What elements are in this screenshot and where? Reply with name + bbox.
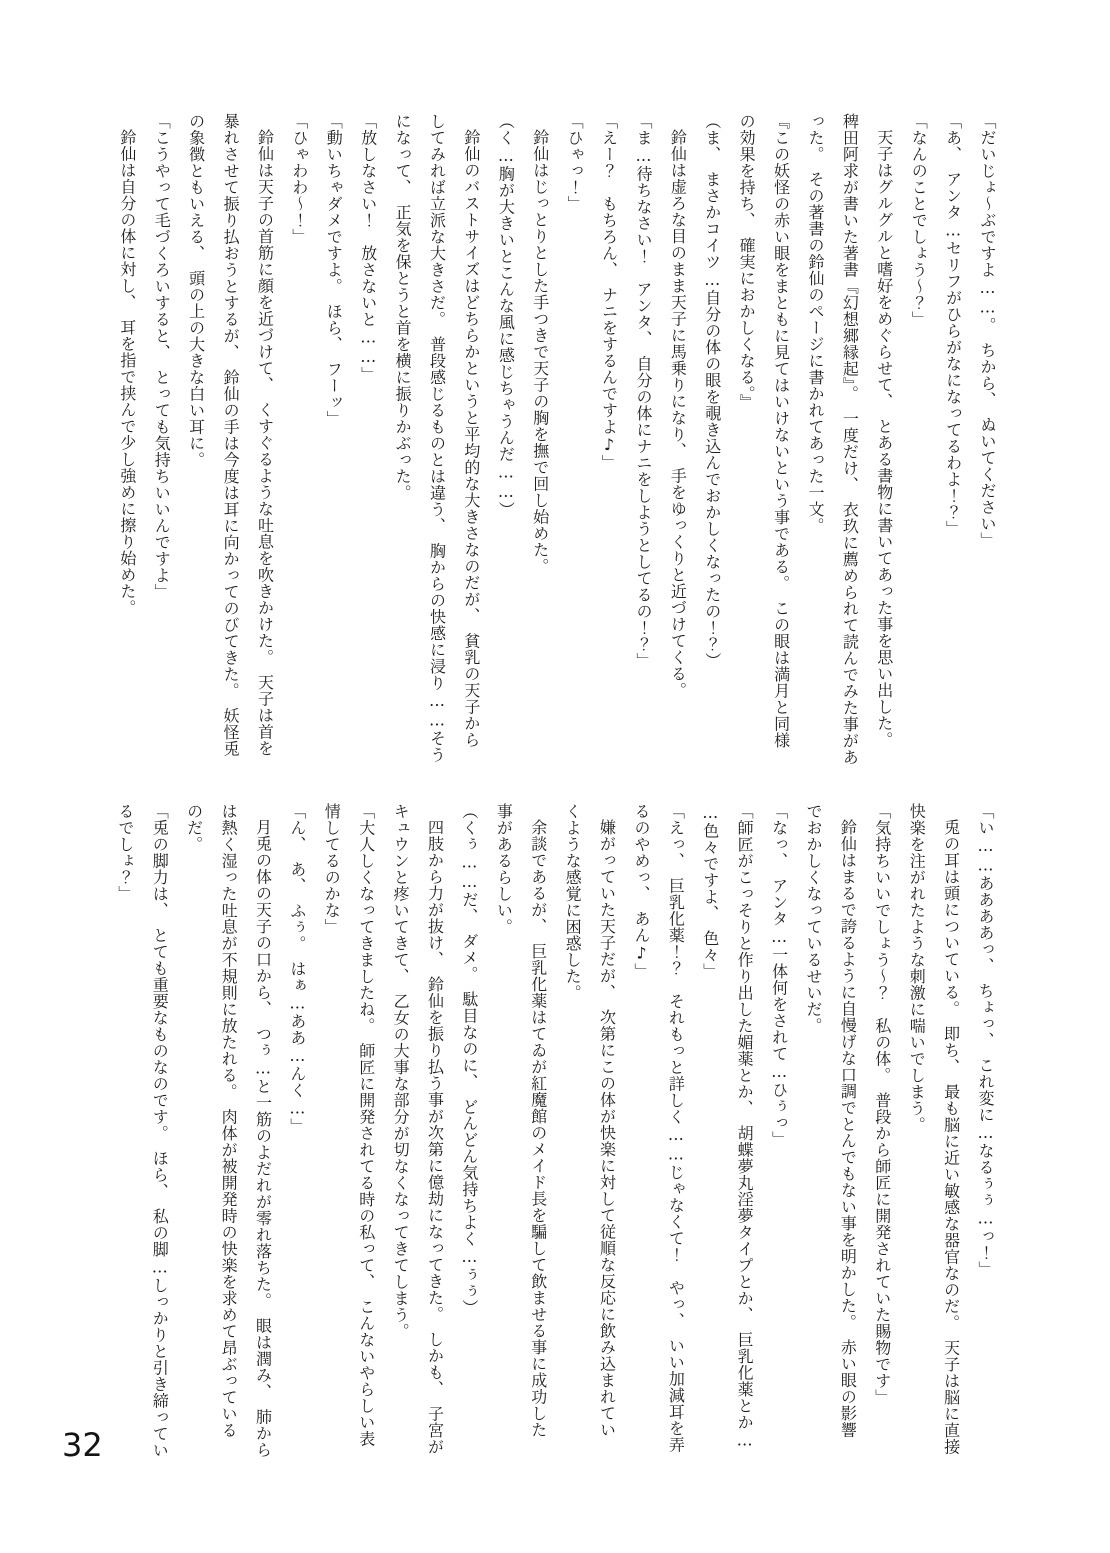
text-column: 「ま…待ちなさい！ アンタ、 自分の体にナニをしようとしてるの！？」 — [633, 113, 653, 669]
text-column: 鈴仙は虚ろな目のまま天子に馬乗りになり、 手をゆっくりと近づけてくる。 — [668, 129, 688, 699]
text-column: 「ん、 あ、 ふぅ。 はぁ…ああ…んく…」 — [287, 803, 307, 1135]
text-column: 「あ、 アンタ…セリフがひらがなになってるわよ！？」 — [943, 113, 963, 537]
text-column: 「ひゃっ！」 — [565, 113, 585, 212]
text-column: 快楽を注がれたような刺激に喘いでしまう。 — [907, 803, 927, 1133]
text-column: 「こうやって毛づくろいすると、 とっても気持ちいいんですよ」 — [152, 113, 172, 600]
text-column: 鈴仙はじっとりとした手つきで天子の胸を撫で回し始めた。 — [530, 129, 550, 575]
novel-text-block-top — [109, 113, 1004, 773]
text-column: 天子はグルグルと嗜好をめぐらせて、 とある書物に書いてあった事を思い出した。 — [874, 129, 894, 748]
text-column: （く…胸が大きいとこんな風に感じちゃうんだ……） — [496, 113, 516, 518]
text-column: （ま、 まさかコイツ…自分の体の眼を覗き込んでおかしくなったの！？） — [702, 113, 722, 669]
text-column: 鈴仙のバストサイズはどちらかというと平均的な大きさなのだが、 貧乳の天子から — [461, 129, 481, 748]
text-column: くような感覚に困惑した。 — [563, 803, 583, 1001]
text-column: 暴れさせて振り払おうとするが、 鈴仙の手は今度は耳に向かってのびてきた。 妖怪兎 — [221, 113, 241, 757]
text-column: 「大人しくなってきましたね。 師匠に開発されてる時の私って、 こんないやらしい表 — [356, 803, 376, 1447]
text-column: 鈴仙は自分の体に対し、 耳を指で挟んで少し強めに擦り始めた。 — [117, 129, 137, 616]
text-column: 「動いちゃダメですよ。 ほら、 フーッ」 — [324, 113, 344, 427]
text-column: 事があるらしい。 — [494, 803, 514, 935]
text-column: 鈴仙はまるで誇るように自慢げな口調でとんでもない事を明かした。 赤い眼の影響 — [838, 819, 858, 1438]
text-column: 「なっ、 アンタ…一体何をされて…ひぅっ」 — [769, 803, 789, 1148]
text-column: のだ。 — [184, 803, 204, 853]
text-column: 四肢から力が抜け、 鈴仙を振り払う事が次第に億劫になってきた。 しかも、 子宮が — [425, 819, 445, 1455]
text-column: でおかしくなっているせいだ。 — [803, 803, 823, 1034]
text-column: 「師匠がこっそりと作り出した媚薬とか、 胡蝶夢丸淫夢タイプとか、 巨乳化薬とか… — [735, 803, 755, 1450]
text-column: の象徴ともいえる、 頭の上の大きな白い耳に。 — [186, 113, 206, 468]
page-number: 32 — [62, 1426, 103, 1464]
novel-text-block-bottom — [107, 803, 1002, 1463]
text-column: 稗田阿求が書いた著書『幻想郷縁起』。 一度だけ、 衣玖に薦められて読んでみた事があ — [840, 113, 860, 766]
text-column: 余談であるが、 巨乳化薬はてゐが紅魔館のメイド長を騙して飲ませる事に成功した — [528, 819, 548, 1438]
text-column: （くぅ……だ、 ダメ。 駄目なのに、 どんどん気持ちよく…ぅぅ） — [459, 803, 479, 1316]
text-column: 「えー？ もちろん、 ナニをするんですよ♪」 — [599, 113, 619, 471]
text-column: 「兎の脚力は、 とても重要なものなのです。 ほら、 私の脚…しっかりと引き締ってい — [150, 803, 170, 1459]
text-column: 情してるのかな」 — [322, 803, 342, 935]
text-column: 「気持ちいいでしょう～？ 私の体。 普段から師匠に開発されていた賜物です」 — [872, 803, 892, 1406]
text-column: 「ひゃわわ～！」 — [289, 113, 309, 245]
text-column: キュウンと疼いてきて、 乙女の大事な部分が切なくなってきてしまう。 — [391, 803, 411, 1340]
text-column: 鈴仙は天子の首筋に顔を近づけて、 くすぐるような吐息を吹きかけた。 天子は首を — [255, 129, 275, 757]
text-column: 「なんのことでしょう～？」 — [909, 113, 929, 328]
text-column: るのやめっ、 あん♪」 — [631, 803, 651, 980]
text-column: 『この妖怪の赤い眼をまともに見てはいけないという事である。 この眼は満月と同様 — [771, 113, 791, 749]
text-column: 「だいじょ～ぶですよ……。 ちから、 ぬいてください」 — [978, 113, 997, 549]
text-column: の効果を持ち、 確実におかしくなる。』 — [737, 113, 757, 411]
text-column: …色々ですよ、 色々」 — [700, 803, 720, 980]
text-column: 嫌がっていた天子だが、 次第にこの体が快楽に対して従順な反応に飲み込まれてい — [597, 819, 617, 1438]
text-column: してみれば立派な大きさだ。 普段感じるものとは違う、 胸からの快感に浸り……そう — [427, 113, 447, 763]
text-column: 兎の耳は頭についている。 即ち、 最も脳に近い敏感な器官なのだ。 天子は脳に直接 — [941, 819, 961, 1455]
text-column: は熱く湿った吐息が不規則に放たれる。 肉体が被開発時の快楽を求めて昂ぶっている — [219, 803, 239, 1439]
text-column: 月兎の体の天子の口から、 つぅ…と一筋のよだれが零れ落ちた。 眼は潤み、 肺から — [253, 819, 273, 1458]
text-column: った。 その著書の鈴仙のページに書かれてあった一文。 — [805, 113, 825, 534]
text-column: 「い……ああああっ、 ちょっ、 これ変に…なるぅぅ…っ！」 — [976, 803, 995, 1278]
text-column: 「放しなさい！ 放さないと……」 — [358, 113, 378, 383]
text-column: 「えっ、 巨乳化薬！？ それもっと詳しく……じゃなくて！ やっ、 いい加減耳を弄 — [666, 803, 686, 1453]
text-column: るでしょ？」 — [115, 803, 135, 902]
text-column: になって、 正気を保とうと首を横に振りかぶった。 — [393, 113, 413, 501]
